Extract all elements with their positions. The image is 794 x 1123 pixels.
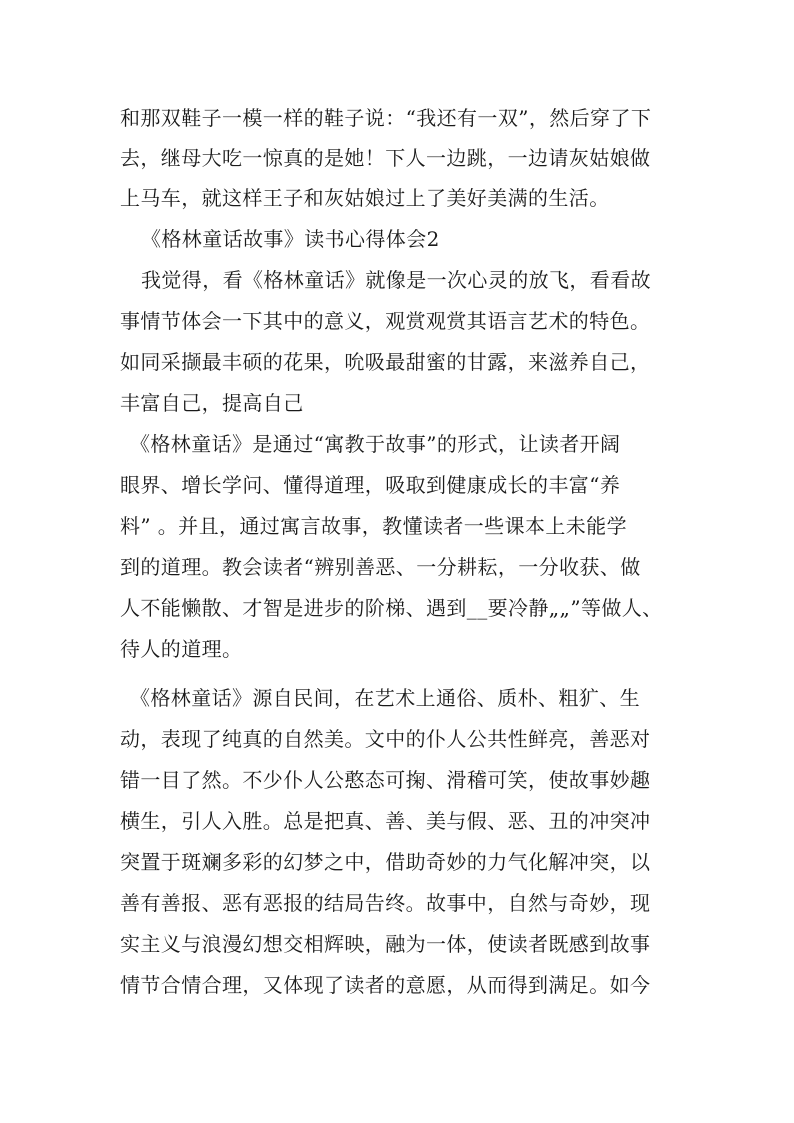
text-line: 《格林童话》源自民间，在艺术上通俗、质朴、粗犷、生 — [130, 686, 640, 710]
text-line: 到的道理。教会读者“辨别善恶、一分耕耘，一分收获、做 — [120, 555, 641, 579]
text-line: 待人的道理。 — [120, 637, 243, 661]
section-heading: 《格林童话故事》读书心得体会2 — [141, 227, 440, 251]
text-line: 情节合情合理，又体现了读者的意愿，从而得到满足。如今 — [120, 973, 651, 997]
text-line: 实主义与浪漫幻想交相辉映，融为一体，使读者既感到故事 — [120, 932, 651, 956]
text-line: 去，继母大吃一惊真的是她！下人一边跳，一边请灰姑娘做 — [120, 146, 651, 170]
text-line: 事情节体会一下其中的意义，观赏观赏其语言艺术的特色。 — [120, 309, 651, 333]
text-line: 眼界、增长学问、懂得道理，吸取到健康成长的丰富“养 — [120, 473, 621, 497]
text-line: 上马车，就这样王子和灰姑娘过上了美好美满的生活。 — [120, 186, 610, 210]
text-line: 善有善报、恶有恶报的结局告终。故事中，自然与奇妙，现 — [120, 891, 651, 915]
text-line: 动，表现了纯真的自然美。文中的仆人公共性鲜亮，善恶对 — [120, 727, 651, 751]
text-line: 人不能懒散、才智是进步的阶梯、遇到__要冷静„„”等做人、 — [120, 596, 663, 620]
text-line: 错一目了然。不少仆人公憨态可掬、滑稽可笑，使故事妙趣 — [120, 768, 651, 792]
text-line: 和那双鞋子一模一样的鞋子说：“我还有一双”，然后穿了下 — [120, 106, 652, 130]
text-line: 《格林童话》是通过“寓教于故事”的形式，让读者开阔 — [130, 432, 621, 456]
text-line: 我觉得，看《格林童话》就像是一次心灵的放飞，看看故 — [141, 268, 651, 292]
text-line: 丰富自己，提高自己 — [120, 391, 304, 415]
text-line: 料” 。并且，通过寓言故事，教懂读者一些课本上未能学 — [120, 514, 627, 538]
text-line: 横生，引人入胜。总是把真、善、美与假、恶、丑的冲突冲 — [120, 809, 651, 833]
text-line: 如同采撷最丰硕的花果，吮吸最甜蜜的甘露，来滋养自己， — [120, 350, 651, 374]
text-line: 突置于斑斓多彩的幻梦之中，借助奇妙的力气化解冲突，以 — [120, 850, 651, 874]
